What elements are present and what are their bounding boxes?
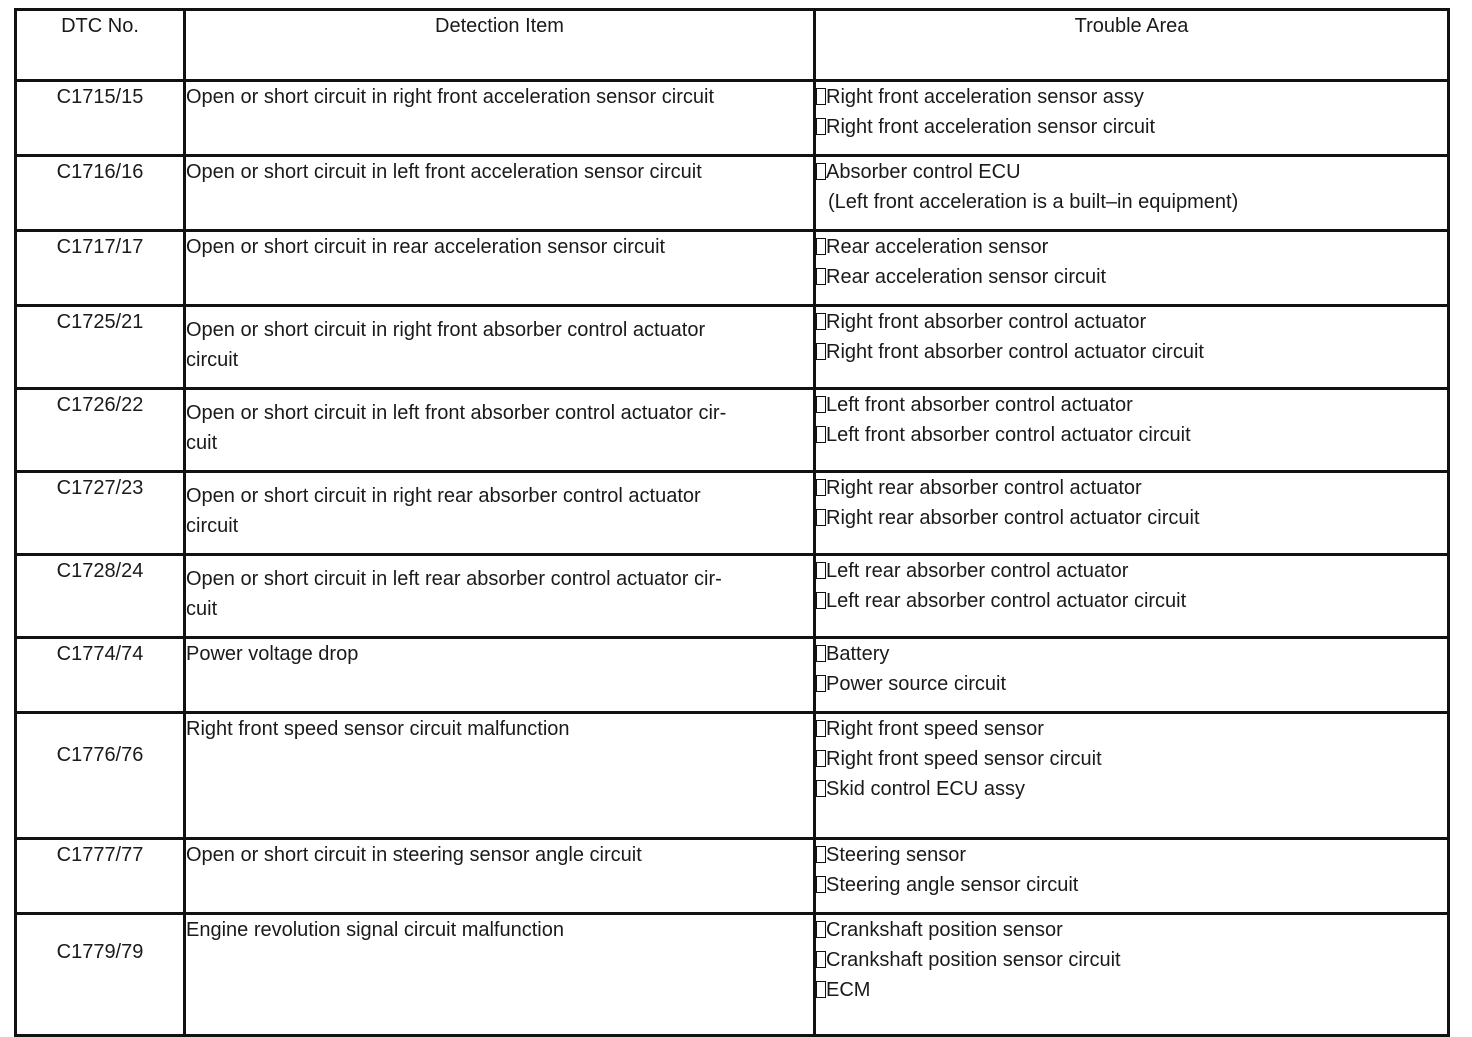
checkbox-icon: [816, 876, 826, 893]
checkbox-icon: [816, 163, 826, 180]
checkbox-icon: [816, 118, 826, 135]
dtc-code: C1726/22: [16, 389, 185, 472]
dtc-code: C1776/76: [16, 713, 185, 839]
trouble-area-item: Left front absorber control actuator: [816, 390, 1447, 420]
checkbox-icon: [816, 426, 826, 443]
trouble-area: [815, 472, 1449, 555]
trouble-area: [815, 713, 1449, 839]
dtc-code: C1727/23: [16, 472, 185, 555]
trouble-area: [815, 839, 1449, 914]
dtc-code: C1715/15: [16, 81, 185, 156]
trouble-area-item: Left front absorber control actuator circuit: [816, 420, 1447, 450]
trouble-area-item: Steering sensor: [816, 840, 1447, 870]
checkbox-icon: [816, 720, 826, 737]
detection-item: Open or short circuit in right front acceleration sensor circuit: [185, 81, 815, 156]
detection-item: [185, 389, 815, 472]
detection-item: [185, 555, 815, 638]
detection-item: Open or short circuit in rear acceleration sensor circuit: [185, 231, 815, 306]
trouble-area-item: Right front speed sensor circuit: [816, 744, 1447, 774]
table-header-row: [16, 10, 1449, 81]
trouble-area-item: Absorber control ECU: [816, 157, 1447, 187]
checkbox-icon: [816, 268, 826, 285]
detection-line: cuit: [186, 432, 218, 454]
trouble-area-item: Battery: [816, 639, 1447, 669]
trouble-area-item: Rear acceleration sensor: [816, 232, 1447, 262]
trouble-area: [815, 914, 1449, 1036]
detection-item: Right front speed sensor circuit malfunction: [185, 713, 815, 839]
trouble-area-item: Right front speed sensor: [816, 714, 1447, 744]
trouble-area-item: Right front absorber control actuator: [816, 307, 1447, 337]
trouble-area-item: Right rear absorber control actuator circuit: [816, 503, 1447, 533]
detection-line: cuit: [186, 598, 218, 620]
trouble-area-item: Crankshaft position sensor: [816, 915, 1447, 945]
trouble-area-item: Right front acceleration sensor circuit: [816, 112, 1447, 142]
table-row: [16, 156, 1449, 231]
checkbox-icon: [816, 562, 826, 579]
dtc-code: C1777/77: [16, 839, 185, 914]
table-row: [16, 81, 1449, 156]
trouble-area-note: (Left front acceleration is a built–in equipment): [828, 191, 1239, 213]
dtc-code: C1717/17: [16, 231, 185, 306]
trouble-area-item: ECM: [816, 975, 1447, 1005]
trouble-area: [815, 555, 1449, 638]
dtc-code: C1716/16: [16, 156, 185, 231]
checkbox-icon: [816, 750, 826, 767]
trouble-area-item: Right rear absorber control actuator: [816, 473, 1447, 503]
trouble-area: [815, 306, 1449, 389]
detection-line: Open or short circuit in left rear absorber control actuator cir-: [186, 568, 722, 590]
checkbox-icon: [816, 238, 826, 255]
detection-line: Open or short circuit in right rear absorber control actuator: [186, 485, 701, 507]
detection-line: circuit: [186, 515, 239, 537]
table-row: [16, 914, 1449, 1036]
trouble-area-item: Power source circuit: [816, 669, 1447, 699]
detection-item: Power voltage drop: [185, 638, 815, 713]
detection-item: [185, 306, 815, 389]
trouble-area: [815, 231, 1449, 306]
checkbox-icon: [816, 846, 826, 863]
trouble-area: [815, 389, 1449, 472]
trouble-area-item: Steering angle sensor circuit: [816, 870, 1447, 900]
checkbox-icon: [816, 88, 826, 105]
detection-line: Open or short circuit in right front absorber control actuator: [186, 319, 706, 341]
checkbox-icon: [816, 780, 826, 797]
trouble-area: [815, 156, 1449, 231]
trouble-area-item: Rear acceleration sensor circuit: [816, 262, 1447, 292]
detection-item: Open or short circuit in steering sensor angle circuit: [185, 839, 815, 914]
checkbox-icon: [816, 675, 826, 692]
trouble-area: [815, 81, 1449, 156]
header-dtc-no: DTC No.: [16, 10, 185, 81]
checkbox-icon: [816, 592, 826, 609]
table-row: [16, 231, 1449, 306]
dtc-code: C1728/24: [16, 555, 185, 638]
trouble-area-item: Crankshaft position sensor circuit: [816, 945, 1447, 975]
trouble-area-item: Right front absorber control actuator circuit: [816, 337, 1447, 367]
checkbox-icon: [816, 645, 826, 662]
checkbox-icon: [816, 921, 826, 938]
table-row: [16, 713, 1449, 839]
checkbox-icon: [816, 951, 826, 968]
detection-line: Open or short circuit in left front absorber control actuator cir-: [186, 402, 727, 424]
detection-item: Engine revolution signal circuit malfunction: [185, 914, 815, 1036]
table-row: [16, 555, 1449, 638]
table-row: [16, 472, 1449, 555]
dtc-code: C1774/74: [16, 638, 185, 713]
table-row: [16, 839, 1449, 914]
table-row: [16, 389, 1449, 472]
checkbox-icon: [816, 981, 826, 998]
table-row: [16, 638, 1449, 713]
trouble-area-item: Skid control ECU assy: [816, 774, 1447, 804]
checkbox-icon: [816, 396, 826, 413]
detection-line: circuit: [186, 349, 239, 371]
checkbox-icon: [816, 343, 826, 360]
detection-item: [185, 472, 815, 555]
trouble-area: [815, 638, 1449, 713]
detection-item: Open or short circuit in left front acceleration sensor circuit: [185, 156, 815, 231]
trouble-area-item: Right front acceleration sensor assy: [816, 82, 1447, 112]
dtc-code: C1725/21: [16, 306, 185, 389]
dtc-code: C1779/79: [16, 914, 185, 1036]
header-detection-item: Detection Item: [185, 10, 815, 81]
checkbox-icon: [816, 313, 826, 330]
table-row: [16, 306, 1449, 389]
header-trouble-area: Trouble Area: [815, 10, 1449, 81]
dtc-table: [14, 8, 1450, 1037]
trouble-area-item: Left rear absorber control actuator circuit: [816, 586, 1447, 616]
checkbox-icon: [816, 509, 826, 526]
trouble-area-item: Left rear absorber control actuator: [816, 556, 1447, 586]
checkbox-icon: [816, 479, 826, 496]
